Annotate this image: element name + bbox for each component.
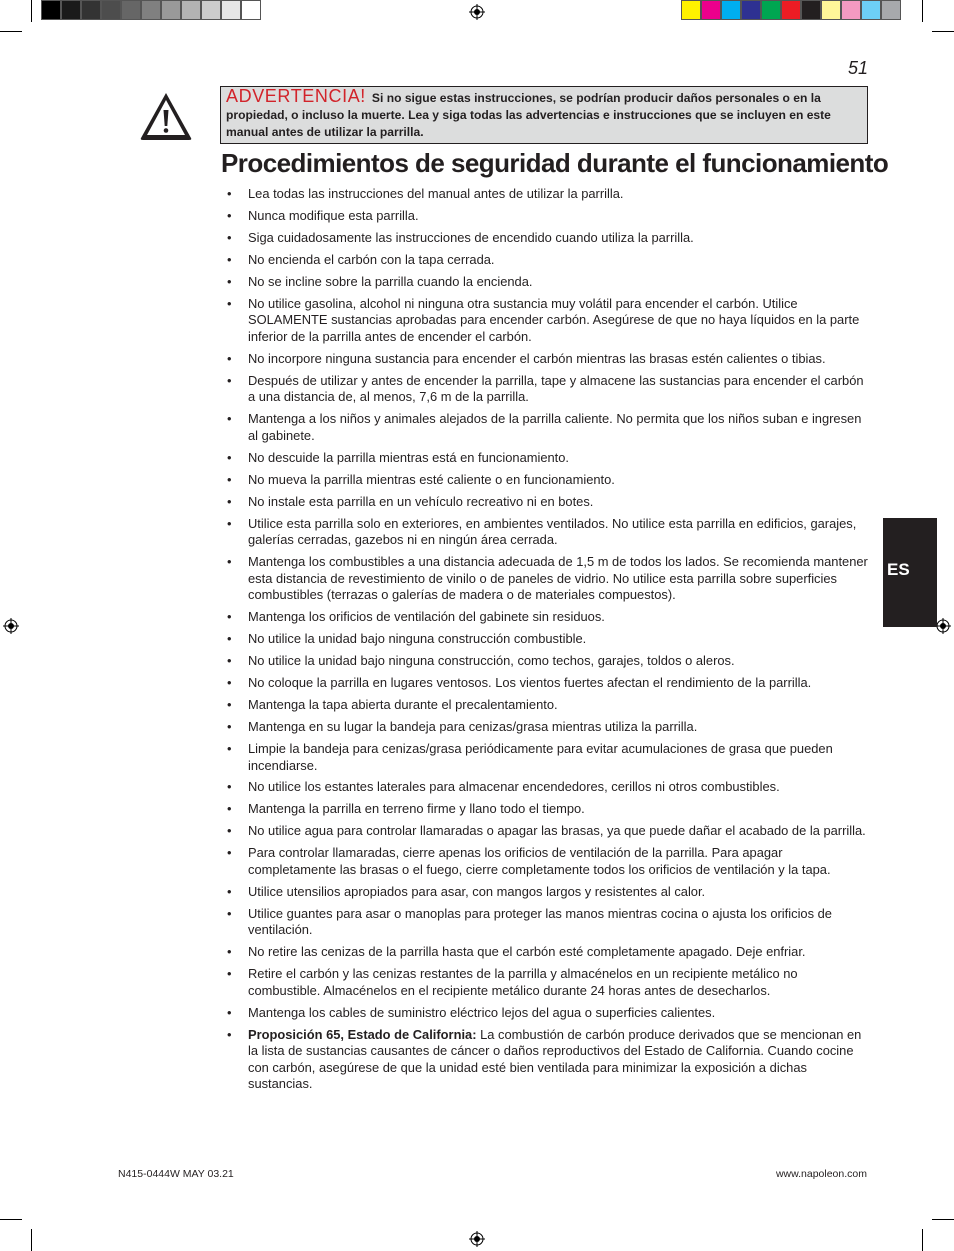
list-item: • Mantenga los orificios de ventilación del gabinete sin residuos.: [226, 609, 872, 626]
list-item: • Para controlar llamaradas, cierre apenas los orificios de ventilación de la parrilla. Para apagar completamente las brasas o el fuego, cierre completamente todos los orificios de ventilación y la tapa.: [226, 845, 872, 878]
list-item: • No coloque la parrilla en lugares ventosos. Los vientos fuertes afectan el rendimiento de la parrilla.: [226, 675, 872, 692]
process-color-bar: [681, 0, 901, 22]
color-swatch: [161, 0, 181, 20]
list-item: • No se incline sobre la parrilla cuando la encienda.: [226, 274, 872, 291]
color-swatch: [201, 0, 221, 20]
prop65-label: Proposición 65, Estado de California:: [248, 1026, 477, 1042]
crop-mark: [31, 0, 32, 22]
prop65-item: [226, 1027, 872, 1093]
crop-mark: [932, 1219, 954, 1220]
color-swatch: [101, 0, 121, 20]
website-link[interactable]: www.napoleon.com: [775, 1168, 867, 1180]
list-item: • Después de utilizar y antes de encender la parrilla, tape y almacene las sustancias para encender el carbón a una distancia de, al menos, 7,6 m de la parrilla.: [226, 373, 872, 406]
prop65-text: La combustión de carbón produce derivados que se mencionan en la lista de sustancias causantes de cáncer o daños reproductivos del Estado de California. Cuando cocine con carbón, asegúrese de que la unidad esté bien ventilada para minimizar la exposición a dichas sustancias.: [248, 1026, 862, 1092]
list-item: • Limpie la bandeja para cenizas/grasa periódicamente para evitar acumulaciones de grasa que pueden incendiarse.: [226, 741, 872, 774]
color-swatch: [821, 0, 841, 20]
list-item: • Utilice guantes para asar o manoplas para proteger las manos mientras cocina o ajusta los orificios de ventilación.: [226, 906, 872, 939]
color-swatch: [761, 0, 781, 20]
color-swatch: [701, 0, 721, 20]
warning-triangle-icon: [138, 90, 194, 142]
section-title: Procedimientos de seguridad durante el funcionamiento: [221, 148, 889, 178]
color-swatch: [741, 0, 761, 20]
list-item: • Mantenga los combustibles a una distancia adecuada de 1,5 m de todos los lados. Se recomienda mantener esta distancia de revestimiento de vinilo o de paneles de vidrio. No utilice esta parrilla sobre superficies combustibles (terrazas o galerías de madera o de materiales compuestos).: [226, 554, 872, 604]
list-item: • Mantenga a los niños y animales alejados de la parrilla caliente. No permita que los niños suban e ingresen al gabinete.: [226, 411, 872, 444]
color-swatch: [781, 0, 801, 20]
crop-mark: [31, 1229, 32, 1251]
crop-mark: [922, 0, 923, 22]
gray-color-bar: [41, 0, 261, 22]
list-item: • No utilice los estantes laterales para almacenar encendedores, cerillos ni otros combustibles.: [226, 779, 872, 796]
list-item: • Mantenga en su lugar la bandeja para cenizas/grasa mientras utiliza la parrilla.: [226, 719, 872, 736]
registration-mark-icon: [469, 4, 485, 20]
registration-mark-icon: [469, 1231, 485, 1247]
list-item: • Lea todas las instrucciones del manual antes de utilizar la parrilla.: [226, 186, 872, 203]
list-item: • No utilice la unidad bajo ninguna construcción combustible.: [226, 631, 872, 648]
color-swatch: [141, 0, 161, 20]
color-swatch: [721, 0, 741, 20]
list-item: • Mantenga los cables de suministro eléctrico lejos del agua o superficies calientes.: [226, 1005, 872, 1022]
warning-box: [220, 86, 868, 144]
color-swatch: [41, 0, 61, 20]
list-item: • Mantenga la tapa abierta durante el precalentamiento.: [226, 697, 872, 714]
color-swatch: [841, 0, 861, 20]
language-tab: ES: [883, 518, 937, 627]
warning-text: Si no sigue estas instrucciones, se podrían producir daños personales o en la propiedad, o incluso la muerte. Lea y siga todas las advertencias e instrucciones que se incluyen en este manual antes de utilizar la parrilla.: [226, 91, 831, 139]
list-item: • No descuide la parrilla mientras está en funcionamiento.: [226, 450, 872, 467]
list-item: • No utilice agua para controlar llamaradas o apagar las brasas, ya que puede dañar el acabado de la parrilla.: [226, 823, 872, 840]
list-item: • No instale esta parrilla en un vehículo recreativo ni en botes.: [226, 494, 872, 511]
page-number: 51: [847, 58, 868, 78]
warning-label: ADVERTENCIA!: [226, 86, 366, 106]
list-item: • Retire el carbón y las cenizas restantes de la parrilla y almacénelos en un recipiente metálico no combustible. Almacénelos en el recipiente metálico durante 24 horas antes de desecharlos.: [226, 966, 872, 999]
list-item: • Mantenga la parrilla en terreno firme y llano todo el tiempo.: [226, 801, 872, 818]
registration-mark-icon: [3, 618, 19, 634]
color-swatch: [121, 0, 141, 20]
color-swatch: [61, 0, 81, 20]
list-item: • No retire las cenizas de la parrilla hasta que el carbón esté completamente apagado. Deje enfriar.: [226, 944, 872, 961]
crop-mark: [932, 31, 954, 32]
document-code: N415-0444W MAY 03.21: [118, 1168, 234, 1180]
list-item: • No incorpore ninguna sustancia para encender el carbón mientras las brasas estén calientes o tibias.: [226, 351, 872, 368]
registration-mark-icon: [935, 618, 951, 634]
crop-mark: [0, 1219, 22, 1220]
color-swatch: [881, 0, 901, 20]
list-item: • Utilice utensilios apropiados para asar, con mangos largos y resistentes al calor.: [226, 884, 872, 901]
list-item: • No encienda el carbón con la tapa cerrada.: [226, 252, 872, 269]
list-item: • Siga cuidadosamente las instrucciones de encendido cuando utiliza la parrilla.: [226, 230, 872, 247]
crop-mark: [0, 31, 22, 32]
list-item: • No utilice gasolina, alcohol ni ninguna otra sustancia muy volátil para encender el carbón. Utilice SOLAMENTE sustancias aprobadas para encender carbón. Asegúrese de que no haya líquidos en la parte inferior de la parrilla antes de encender el carbón.: [226, 296, 872, 346]
color-swatch: [181, 0, 201, 20]
color-swatch: [81, 0, 101, 20]
list-item: • No mueva la parrilla mientras esté caliente o en funcionamiento.: [226, 472, 872, 489]
safety-bullet-list: [226, 186, 872, 1098]
color-swatch: [681, 0, 701, 20]
list-item: • No utilice la unidad bajo ninguna construcción, como techos, garajes, toldos o aleros.: [226, 653, 872, 670]
color-swatch: [221, 0, 241, 20]
crop-mark: [922, 1229, 923, 1251]
color-swatch: [861, 0, 881, 20]
color-swatch: [801, 0, 821, 20]
color-swatch: [241, 0, 261, 20]
list-item: • Nunca modifique esta parrilla.: [226, 208, 872, 225]
list-item: • Utilice esta parrilla solo en exteriores, en ambientes ventilados. No utilice esta parrilla en edificios, garajes, galerías cerradas, gazebos ni en ningún área cerrada.: [226, 516, 872, 549]
